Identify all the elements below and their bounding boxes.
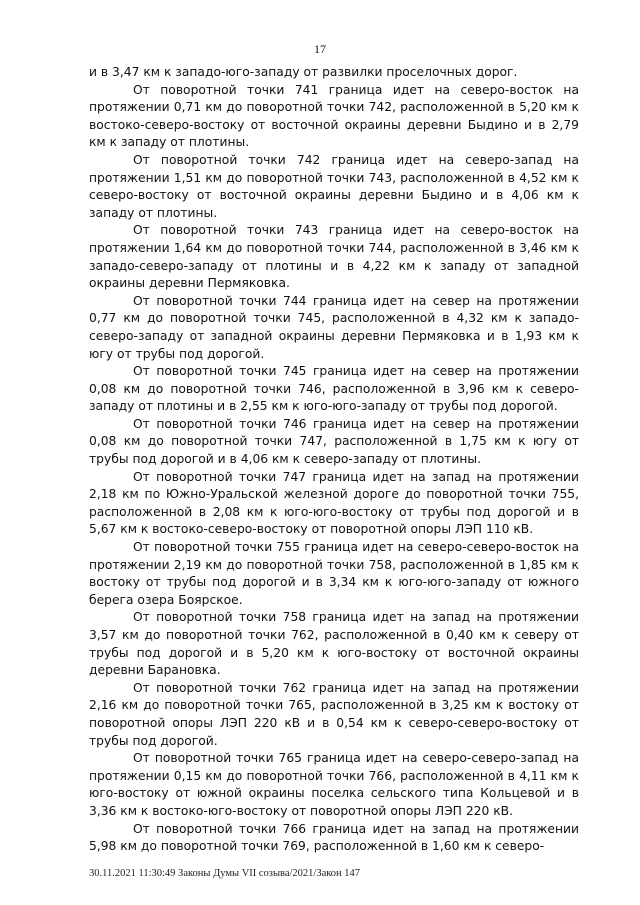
paragraph-point-755: От поворотной точки 755 граница идет на северо-северо-восток на протяжении 2,19 км до поворотной точки 758, расположенной в 1,85 км к востоку от трубы под дорогой и в 3,34 км к юго-юго-западу от южного берега озера Боярское. bbox=[89, 540, 579, 607]
paragraph-point-762: От поворотной точки 762 граница идет на запад на протяжении 2,16 км до поворотной точки 765, расположенной в 3,25 км к востоку от поворотной опоры ЛЭП 220 кВ и в 0,54 км к северо-северо-востоку от трубы под дорогой. bbox=[89, 680, 579, 748]
paragraph-point-746: От поворотной точки 746 граница идет на север на протяжении 0,08 км до поворотной точки 747, расположенной в 1,75 км к югу от трубы под дорогой и в 4,06 км к северо-западу от плотины. bbox=[89, 416, 579, 467]
page-number: 17 bbox=[314, 42, 326, 56]
paragraph-point-742: От поворотной точки 742 граница идет на северо-запад на протяжении 1,51 км до поворотной точки 743, расположенной в 4,52 км к северо-востоку от восточной окраины деревни Быдино и в 4,06 км к западу от плотины. bbox=[89, 152, 579, 220]
paragraph-point-747: От поворотной точки 747 граница идет на запад на протяжении 2,18 км по Южно-Уральской железной дороге до поворотной точки 755, расположенной в 2,08 км к юго-юго-востоку от трубы под дорогой и в 5,67 км к востоко-северо-востоку от поворотной опоры ЛЭП 110 кВ. bbox=[89, 469, 579, 537]
paragraph-point-765: От поворотной точки 765 граница идет на северо-северо-запад на протяжении 0,15 км до поворотной точки 766, расположенной в 4,11 км к юго-востоку от южной окраины поселка сельского типа Кольцевой и в 3,36 км к востоко-юго-востоку от поворотной опоры ЛЭП 220 кВ. bbox=[89, 751, 579, 818]
document-footer: 30.11.2021 11:30:49 Законы Думы VII созыва/2021/Закон 147 bbox=[89, 868, 361, 879]
paragraph-point-758: От поворотной точки 758 граница идет на запад на протяжении 3,57 км до поворотной точки 762, расположенной в 0,40 км к северу от трубы под дорогой и в 5,20 км к юго-востоку от восточной окраины деревни Барановка. bbox=[89, 610, 579, 678]
paragraph-point-741: От поворотной точки 741 граница идет на северо-восток на протяжении 0,71 км до поворотной точки 742, расположенной в 5,20 км к востоко-северо-востоку от восточной окраины деревни Быдино и в 2,79 км к западу от плотины. bbox=[89, 82, 579, 150]
paragraph-point-743: От поворотной точки 743 граница идет на северо-восток на протяжении 1,64 км до поворотной точки 744, расположенной в 3,46 км к западо-северо-западу от плотины и в 4,22 км к западу от западной окраины деревни Пермяковка. bbox=[89, 223, 579, 291]
paragraph-point-745: От поворотной точки 745 граница идет на север на протяжении 0,08 км до поворотной точки 746, расположенной в 3,96 км к северо-западу от плотины и в 2,55 км к юго-юго-западу от трубы под дорогой. bbox=[89, 364, 579, 414]
paragraph-point-744: От поворотной точки 744 граница идет на север на протяжении 0,77 км до поворотной точки 745, расположенной в 4,32 км к западо-северо-западу от западной окраины деревни Пермяковка и в 1,93 км к югу от трубы под дорогой. bbox=[89, 293, 579, 361]
paragraph-point-766: От поворотной точки 766 граница идет на запад на протяжении 5,98 км до поворотной точки 769, расположенной в 1,60 км к северо- bbox=[89, 821, 579, 854]
document-body bbox=[89, 64, 579, 856]
paragraph-continuation: и в 3,47 км к западо-юго-западу от развилки проселочных дорог. bbox=[89, 65, 518, 79]
